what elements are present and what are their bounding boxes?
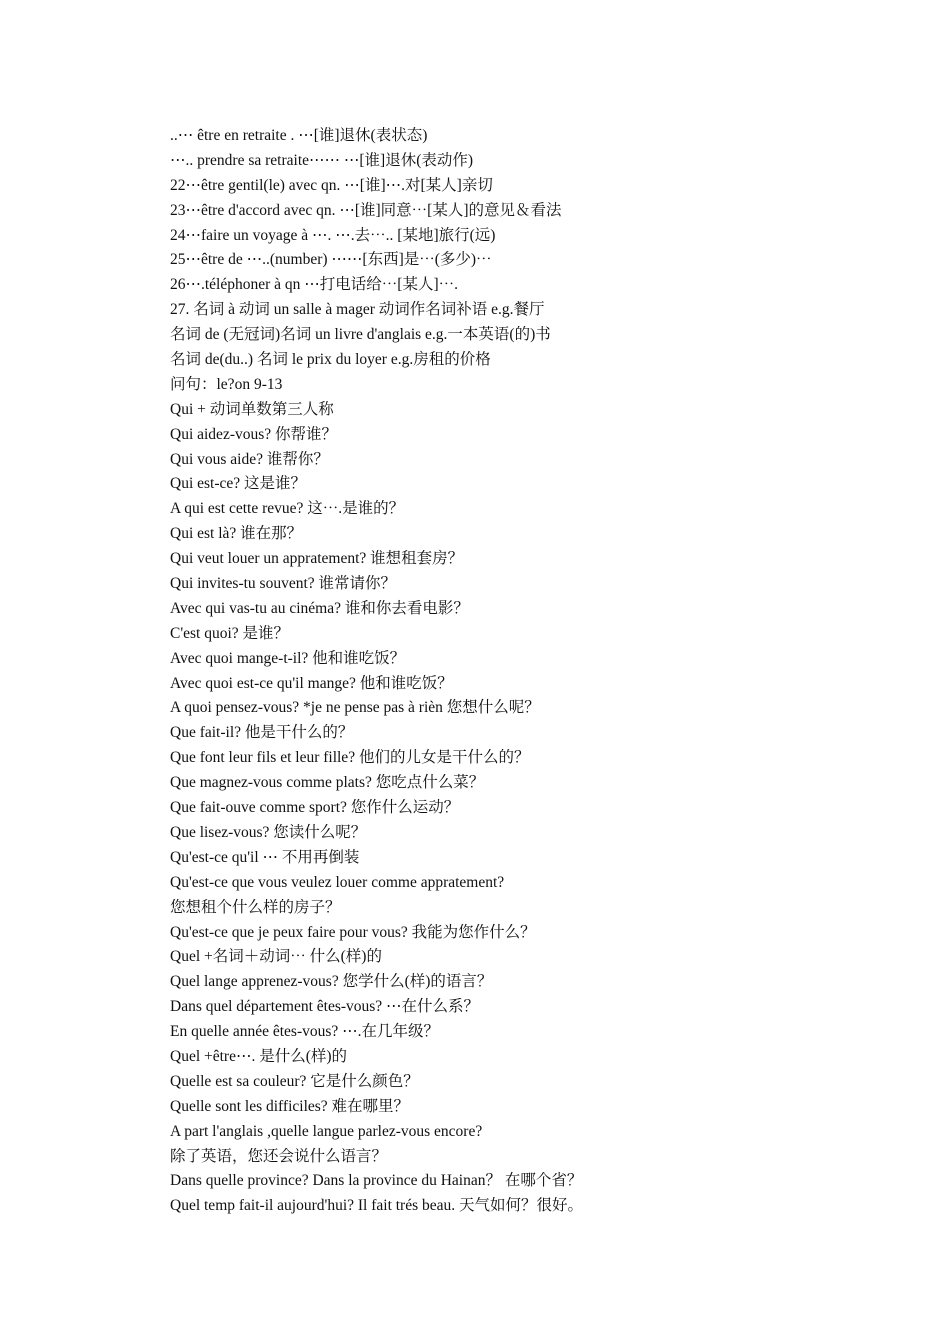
text-line: Avec quoi est-ce qu'il mange? 他和谁吃饭？	[170, 674, 453, 692]
text-line: Qui aidez-vous? 你帮谁？	[170, 425, 338, 443]
text-line: Quel temp fait-il aujourd'hui? Il fait trés beau. 天气如何？很好。	[170, 1197, 584, 1215]
text-line: Qui + 动词单数第三人称	[170, 400, 334, 418]
text-line: En quelle année êtes-vous? ⋯.在几年级？	[170, 1023, 440, 1041]
text-line: 您想租个什么样的房子？	[170, 898, 341, 916]
text-line: Qui vous aide? 谁帮你？	[170, 450, 329, 468]
text-line: 26⋯.téléphoner à qn ⋯打电话给⋯[某人]⋯.	[170, 276, 458, 294]
text-line: Qui invites-tu souvent? 谁常请你？	[170, 575, 397, 593]
text-line: Qui est là? 谁在那？	[170, 525, 303, 543]
text-line: 27. 名词 à 动词 un salle à mager 动词作名词补语 e.g.餐厅	[170, 301, 545, 319]
text-line: Quel +être⋯. 是什么(样)的	[170, 1047, 348, 1065]
text-line: A quoi pensez-vous? *je ne pense pas à rièn 您想什么呢？	[170, 699, 540, 717]
text-line: Qu'est-ce que je peux faire pour vous? 我能为您作什么？	[170, 923, 536, 941]
text-line: Quelle sont les difficiles? 难在哪里？	[170, 1097, 410, 1115]
text-line: Que fait-il? 他是干什么的？	[170, 724, 354, 742]
text-line: 除了英语，您还会说什么语言？	[170, 1147, 388, 1165]
text-line: 问句：le?on 9-13	[170, 375, 283, 393]
text-line: Avec qui vas-tu au cinéma? 谁和你去看电影？	[170, 599, 469, 617]
text-line: Avec quoi mange-t-il? 他和谁吃饭？	[170, 649, 406, 667]
text-line: Que fait-ouve comme sport? 您作什么运动？	[170, 799, 460, 817]
text-line: Dans quel département êtes-vous? ⋯在什么系？	[170, 998, 480, 1016]
text-line: Qu'est-ce que vous veulez louer comme appratement?	[170, 873, 505, 891]
text-line: 名词 de(du..) 名词 le prix du loyer e.g.房租的价格	[170, 351, 491, 369]
text-line: C'est quoi? 是谁？	[170, 624, 290, 642]
text-line: 22⋯être gentil(le) avec qn. ⋯[谁]⋯.对[某人]亲切	[170, 176, 493, 194]
text-line: Dans quelle province? Dans la province du Hainan？ 在哪个省？	[170, 1172, 583, 1190]
text-line: 25⋯être de ⋯..(number) ⋯⋯[东西]是⋯(多少)⋯	[170, 251, 492, 269]
text-line: 23⋯être d'accord avec qn. ⋯[谁]同意⋯[某人]的意见＆看法	[170, 201, 562, 219]
text-line: Qu'est-ce qu'il ⋯ 不用再倒装	[170, 848, 360, 866]
text-line: Quel +名词＋动词⋯ 什么(样)的	[170, 948, 382, 966]
text-line: 24⋯faire un voyage à ⋯. ⋯.去⋯.. [某地]旅行(远)	[170, 226, 496, 244]
text-line: Quel lange apprenez-vous? 您学什么(样)的语言？	[170, 973, 493, 991]
text-line: 名词 de (无冠词)名词 un livre d'anglais e.g.一本英语(的)书	[170, 326, 551, 344]
text-line: A part l'anglais ,quelle langue parlez-vous encore?	[170, 1122, 483, 1140]
text-line: Que font leur fils et leur fille? 他们的儿女是干什么的？	[170, 749, 530, 767]
text-line: Qui est-ce? 这是谁？	[170, 475, 307, 493]
text-line: Quelle est sa couleur? 它是什么颜色？	[170, 1072, 419, 1090]
text-line: Que magnez-vous comme plats? 您吃点什么菜？	[170, 774, 485, 792]
text-line: ⋯.. prendre sa retraite⋯⋯ ⋯[谁]退休(表动作)	[170, 151, 474, 169]
text-line: ..⋯ être en retraite . ⋯[谁]退休(表状态)	[170, 127, 428, 144]
text-line: A qui est cette revue? 这⋯.是谁的？	[170, 500, 405, 518]
text-line: Que lisez-vous? 您读什么呢？	[170, 823, 367, 841]
text-line: Qui veut louer un appratement? 谁想租套房？	[170, 550, 464, 568]
text-body	[170, 124, 870, 1219]
